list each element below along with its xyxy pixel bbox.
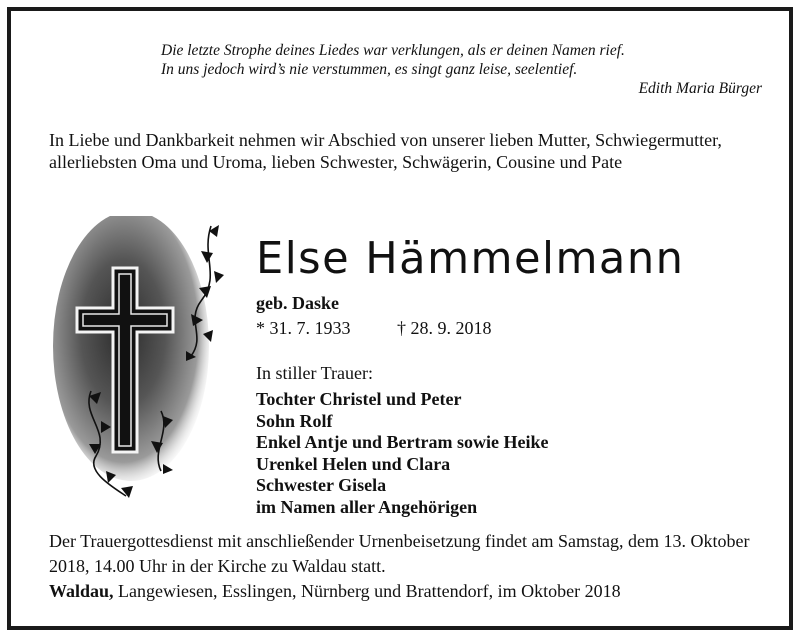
intro-text: In Liebe und Dankbarkeit nehmen wir Abschied von unserer lieben Mutter, Schwiegermutter, allerliebsten Oma und Uroma, lieben Schwester, Schwägerin, Cousine und Pate — [49, 130, 722, 172]
mourner-item: Schwester Gisela — [256, 475, 387, 495]
poem-line-2: In uns jedoch wird’s nie verstummen, es singt ganz leise, seelentief. — [161, 61, 578, 78]
birth-date: * 31. 7. 1933 — [256, 318, 351, 338]
maiden-name: geb. Daske — [256, 293, 340, 313]
death-date: † 28. 9. 2018 — [397, 318, 492, 338]
mourner-item: Tochter Christel und Peter — [256, 389, 462, 409]
poem-line-1: Die letzte Strophe deines Liedes war verklungen, als er deinen Namen rief. — [161, 42, 625, 59]
locations-line — [49, 581, 779, 602]
mourners-list — [256, 389, 549, 518]
mourner-item: im Namen aller Angehörigen — [256, 496, 478, 517]
cross-with-ivy-icon — [51, 216, 226, 506]
deceased-name: Else Hämmelmann — [256, 233, 685, 284]
mourning-label: In stiller Trauer: — [256, 363, 373, 383]
mourner-item: Urenkel Helen und Clara — [256, 453, 451, 474]
life-dates — [256, 318, 492, 339]
poem-author: Edith Maria Bürger — [638, 80, 762, 97]
locations-first: Waldau, — [49, 581, 114, 601]
mourner-item: Sohn Rolf — [256, 410, 333, 431]
locations-rest: Langewiesen, Esslingen, Nürnberg und Brattendorf, im Oktober 2018 — [113, 581, 621, 601]
obituary-notice — [7, 7, 793, 630]
poem — [161, 41, 766, 98]
mourner-item: Enkel Antje und Bertram sowie Heike — [256, 432, 549, 452]
service-info: Der Trauergottesdienst mit anschließender Urnenbeisetzung findet am Samstag, dem 13. Oktober 2018, 14.00 Uhr in der Kirche zu Waldau statt. — [49, 531, 750, 576]
